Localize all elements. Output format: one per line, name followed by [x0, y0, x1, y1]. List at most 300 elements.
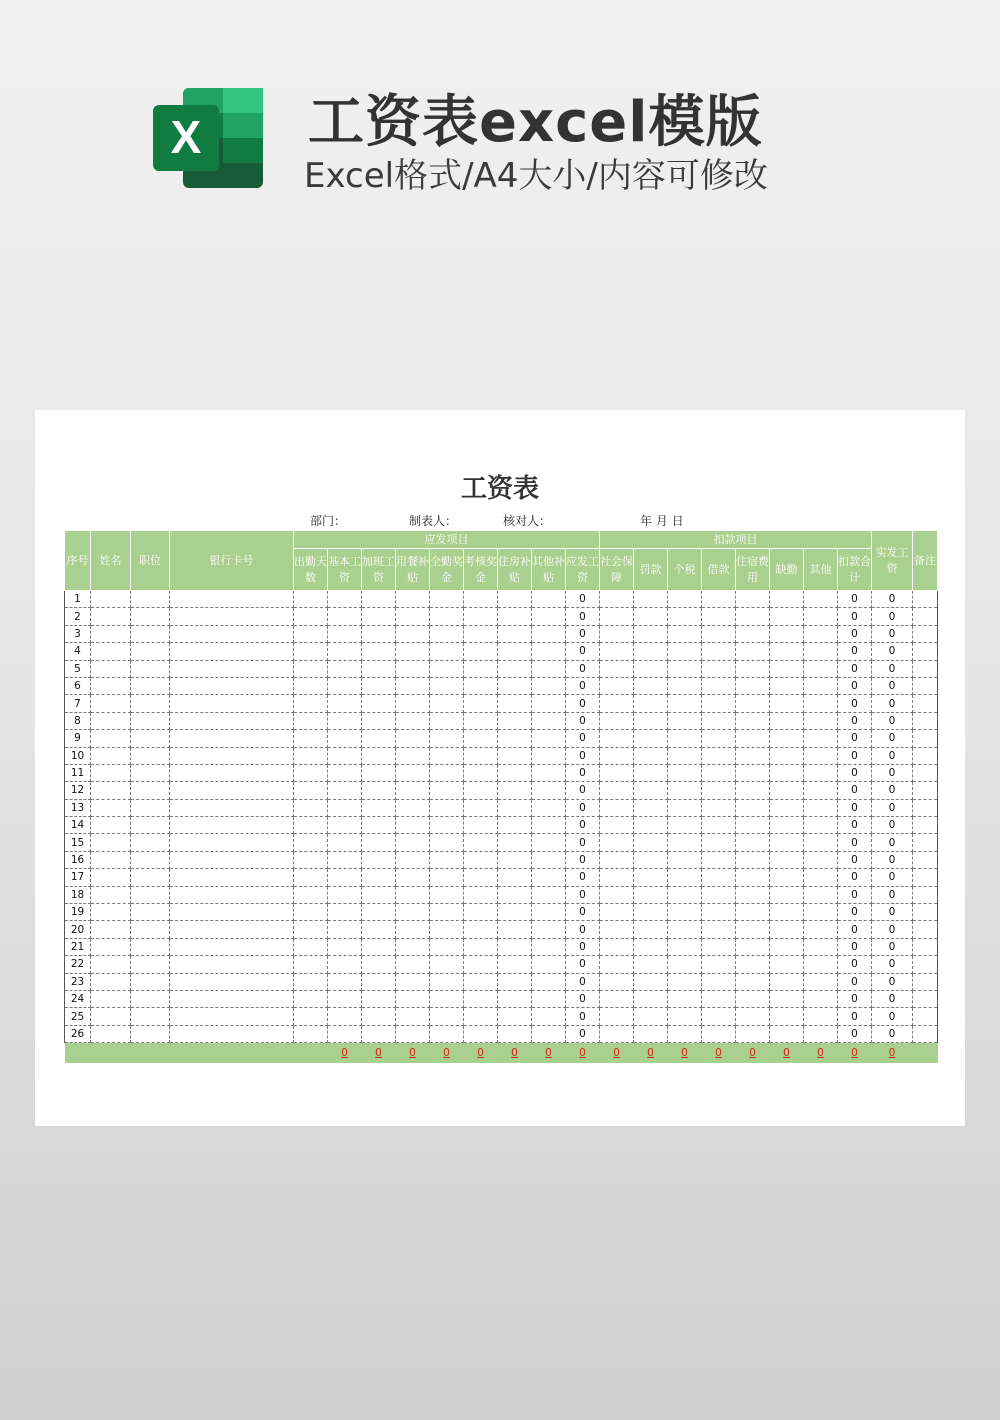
cell[interactable]	[328, 625, 362, 642]
cell[interactable]	[600, 712, 634, 729]
cell[interactable]	[634, 591, 668, 608]
cell[interactable]	[328, 695, 362, 712]
cell[interactable]	[131, 660, 170, 677]
cell[interactable]	[770, 817, 804, 834]
cell[interactable]	[770, 938, 804, 955]
gross-pay-cell[interactable]: 0	[566, 1025, 600, 1042]
cell[interactable]	[770, 904, 804, 921]
cell[interactable]	[170, 1025, 294, 1042]
cell[interactable]	[294, 851, 328, 868]
gross-pay-cell[interactable]: 0	[566, 677, 600, 694]
cell[interactable]	[634, 1025, 668, 1042]
cell[interactable]	[170, 834, 294, 851]
cell[interactable]	[396, 990, 430, 1007]
cell[interactable]	[498, 990, 532, 1007]
cell[interactable]	[600, 730, 634, 747]
cell[interactable]	[91, 730, 131, 747]
cell[interactable]	[600, 938, 634, 955]
cell[interactable]	[913, 782, 938, 799]
cell[interactable]	[634, 643, 668, 660]
cell[interactable]	[498, 1025, 532, 1042]
cell[interactable]	[464, 677, 498, 694]
cell[interactable]	[736, 886, 770, 903]
cell[interactable]	[668, 695, 702, 712]
cell[interactable]	[702, 764, 736, 781]
cell[interactable]	[294, 938, 328, 955]
cell[interactable]	[294, 712, 328, 729]
cell[interactable]	[913, 747, 938, 764]
cell[interactable]	[170, 886, 294, 903]
row-index[interactable]: 21	[65, 938, 91, 955]
cell[interactable]	[634, 695, 668, 712]
cell[interactable]	[131, 764, 170, 781]
cell[interactable]	[328, 973, 362, 990]
cell[interactable]	[131, 625, 170, 642]
deduction-total-cell[interactable]: 0	[838, 904, 872, 921]
cell[interactable]	[91, 938, 131, 955]
cell[interactable]	[430, 782, 464, 799]
cell[interactable]	[770, 730, 804, 747]
cell[interactable]	[362, 973, 396, 990]
cell[interactable]	[131, 608, 170, 625]
cell[interactable]	[91, 660, 131, 677]
cell[interactable]	[532, 591, 566, 608]
cell[interactable]	[600, 1008, 634, 1025]
cell[interactable]	[702, 834, 736, 851]
cell[interactable]	[532, 643, 566, 660]
gross-pay-cell[interactable]: 0	[566, 625, 600, 642]
cell[interactable]	[362, 643, 396, 660]
cell[interactable]	[913, 677, 938, 694]
cell[interactable]	[498, 817, 532, 834]
cell[interactable]	[430, 869, 464, 886]
cell[interactable]	[600, 834, 634, 851]
cell[interactable]	[328, 643, 362, 660]
net-pay-cell[interactable]: 0	[872, 695, 913, 712]
gross-pay-cell[interactable]: 0	[566, 608, 600, 625]
cell[interactable]	[804, 921, 838, 938]
cell[interactable]	[131, 921, 170, 938]
cell[interactable]	[913, 591, 938, 608]
cell[interactable]	[736, 834, 770, 851]
cell[interactable]	[294, 643, 328, 660]
cell[interactable]	[362, 764, 396, 781]
cell[interactable]	[498, 643, 532, 660]
cell[interactable]	[91, 886, 131, 903]
cell[interactable]	[294, 608, 328, 625]
cell[interactable]	[362, 990, 396, 1007]
gross-pay-cell[interactable]: 0	[566, 712, 600, 729]
cell[interactable]	[913, 660, 938, 677]
cell[interactable]	[498, 869, 532, 886]
cell[interactable]	[294, 921, 328, 938]
cell[interactable]	[634, 973, 668, 990]
cell[interactable]	[362, 712, 396, 729]
row-index[interactable]: 5	[65, 660, 91, 677]
cell[interactable]	[498, 712, 532, 729]
cell[interactable]	[362, 1025, 396, 1042]
cell[interactable]	[668, 1025, 702, 1042]
cell[interactable]	[464, 591, 498, 608]
gross-pay-cell[interactable]: 0	[566, 973, 600, 990]
cell[interactable]	[430, 817, 464, 834]
cell[interactable]	[804, 625, 838, 642]
cell[interactable]	[396, 799, 430, 816]
cell[interactable]	[362, 938, 396, 955]
cell[interactable]	[913, 1025, 938, 1042]
cell[interactable]	[91, 869, 131, 886]
cell[interactable]	[770, 990, 804, 1007]
cell[interactable]	[600, 886, 634, 903]
cell[interactable]	[362, 817, 396, 834]
row-index[interactable]: 23	[65, 973, 91, 990]
cell[interactable]	[634, 990, 668, 1007]
cell[interactable]	[170, 695, 294, 712]
cell[interactable]	[91, 712, 131, 729]
cell[interactable]	[702, 677, 736, 694]
row-index[interactable]: 7	[65, 695, 91, 712]
cell[interactable]	[498, 938, 532, 955]
deduction-total-cell[interactable]: 0	[838, 817, 872, 834]
deduction-total-cell[interactable]: 0	[838, 921, 872, 938]
cell[interactable]	[634, 904, 668, 921]
cell[interactable]	[294, 1008, 328, 1025]
cell[interactable]	[770, 625, 804, 642]
cell[interactable]	[736, 660, 770, 677]
cell[interactable]	[170, 730, 294, 747]
cell[interactable]	[362, 921, 396, 938]
cell[interactable]	[294, 990, 328, 1007]
cell[interactable]	[913, 799, 938, 816]
net-pay-cell[interactable]: 0	[872, 782, 913, 799]
cell[interactable]	[498, 886, 532, 903]
cell[interactable]	[328, 660, 362, 677]
cell[interactable]	[498, 834, 532, 851]
deduction-total-cell[interactable]: 0	[838, 608, 872, 625]
cell[interactable]	[668, 869, 702, 886]
cell[interactable]	[498, 677, 532, 694]
cell[interactable]	[396, 625, 430, 642]
cell[interactable]	[328, 956, 362, 973]
cell[interactable]	[702, 869, 736, 886]
cell[interactable]	[913, 938, 938, 955]
cell[interactable]	[396, 643, 430, 660]
cell[interactable]	[328, 817, 362, 834]
cell[interactable]	[170, 921, 294, 938]
cell[interactable]	[91, 851, 131, 868]
cell[interactable]	[532, 834, 566, 851]
row-index[interactable]: 14	[65, 817, 91, 834]
cell[interactable]	[396, 904, 430, 921]
row-index[interactable]: 19	[65, 904, 91, 921]
gross-pay-cell[interactable]: 0	[566, 643, 600, 660]
gross-pay-cell[interactable]: 0	[566, 764, 600, 781]
cell[interactable]	[328, 764, 362, 781]
gross-pay-cell[interactable]: 0	[566, 938, 600, 955]
cell[interactable]	[600, 990, 634, 1007]
gross-pay-cell[interactable]: 0	[566, 817, 600, 834]
cell[interactable]	[804, 591, 838, 608]
cell[interactable]	[91, 608, 131, 625]
cell[interactable]	[498, 747, 532, 764]
cell[interactable]	[396, 764, 430, 781]
cell[interactable]	[913, 625, 938, 642]
cell[interactable]	[913, 904, 938, 921]
cell[interactable]	[91, 643, 131, 660]
cell[interactable]	[736, 677, 770, 694]
cell[interactable]	[600, 869, 634, 886]
cell[interactable]	[736, 921, 770, 938]
cell[interactable]	[702, 625, 736, 642]
cell[interactable]	[634, 851, 668, 868]
cell[interactable]	[532, 799, 566, 816]
cell[interactable]	[634, 712, 668, 729]
cell[interactable]	[600, 1025, 634, 1042]
cell[interactable]	[804, 764, 838, 781]
cell[interactable]	[668, 730, 702, 747]
cell[interactable]	[170, 799, 294, 816]
cell[interactable]	[170, 782, 294, 799]
cell[interactable]	[362, 660, 396, 677]
deduction-total-cell[interactable]: 0	[838, 799, 872, 816]
cell[interactable]	[464, 990, 498, 1007]
cell[interactable]	[498, 904, 532, 921]
cell[interactable]	[294, 660, 328, 677]
cell[interactable]	[668, 956, 702, 973]
row-index[interactable]: 22	[65, 956, 91, 973]
cell[interactable]	[464, 660, 498, 677]
cell[interactable]	[634, 938, 668, 955]
deduction-total-cell[interactable]: 0	[838, 747, 872, 764]
cell[interactable]	[498, 921, 532, 938]
cell[interactable]	[131, 990, 170, 1007]
cell[interactable]	[464, 938, 498, 955]
cell[interactable]	[131, 973, 170, 990]
cell[interactable]	[532, 990, 566, 1007]
cell[interactable]	[600, 973, 634, 990]
cell[interactable]	[702, 851, 736, 868]
cell[interactable]	[702, 782, 736, 799]
cell[interactable]	[498, 1008, 532, 1025]
net-pay-cell[interactable]: 0	[872, 956, 913, 973]
cell[interactable]	[131, 695, 170, 712]
cell[interactable]	[702, 643, 736, 660]
row-index[interactable]: 10	[65, 747, 91, 764]
deduction-total-cell[interactable]: 0	[838, 869, 872, 886]
cell[interactable]	[294, 764, 328, 781]
cell[interactable]	[532, 677, 566, 694]
cell[interactable]	[913, 834, 938, 851]
cell[interactable]	[498, 799, 532, 816]
cell[interactable]	[913, 973, 938, 990]
cell[interactable]	[736, 990, 770, 1007]
cell[interactable]	[396, 834, 430, 851]
gross-pay-cell[interactable]: 0	[566, 921, 600, 938]
cell[interactable]	[131, 956, 170, 973]
cell[interactable]	[294, 730, 328, 747]
cell[interactable]	[770, 747, 804, 764]
cell[interactable]	[600, 747, 634, 764]
cell[interactable]	[532, 921, 566, 938]
cell[interactable]	[634, 782, 668, 799]
cell[interactable]	[702, 730, 736, 747]
cell[interactable]	[804, 747, 838, 764]
cell[interactable]	[736, 973, 770, 990]
cell[interactable]	[362, 747, 396, 764]
cell[interactable]	[736, 625, 770, 642]
deduction-total-cell[interactable]: 0	[838, 956, 872, 973]
cell[interactable]	[913, 956, 938, 973]
cell[interactable]	[913, 817, 938, 834]
gross-pay-cell[interactable]: 0	[566, 660, 600, 677]
cell[interactable]	[328, 1025, 362, 1042]
cell[interactable]	[328, 747, 362, 764]
row-index[interactable]: 4	[65, 643, 91, 660]
net-pay-cell[interactable]: 0	[872, 747, 913, 764]
cell[interactable]	[170, 712, 294, 729]
cell[interactable]	[532, 730, 566, 747]
cell[interactable]	[532, 938, 566, 955]
cell[interactable]	[294, 695, 328, 712]
gross-pay-cell[interactable]: 0	[566, 782, 600, 799]
cell[interactable]	[131, 591, 170, 608]
row-index[interactable]: 3	[65, 625, 91, 642]
cell[interactable]	[736, 956, 770, 973]
cell[interactable]	[532, 851, 566, 868]
cell[interactable]	[91, 591, 131, 608]
cell[interactable]	[804, 660, 838, 677]
cell[interactable]	[600, 591, 634, 608]
cell[interactable]	[131, 1008, 170, 1025]
cell[interactable]	[532, 764, 566, 781]
cell[interactable]	[634, 886, 668, 903]
cell[interactable]	[736, 608, 770, 625]
cell[interactable]	[634, 747, 668, 764]
cell[interactable]	[294, 747, 328, 764]
cell[interactable]	[294, 956, 328, 973]
cell[interactable]	[170, 956, 294, 973]
row-index[interactable]: 26	[65, 1025, 91, 1042]
cell[interactable]	[294, 591, 328, 608]
cell[interactable]	[668, 990, 702, 1007]
cell[interactable]	[532, 869, 566, 886]
cell[interactable]	[396, 938, 430, 955]
cell[interactable]	[600, 625, 634, 642]
cell[interactable]	[804, 851, 838, 868]
cell[interactable]	[362, 625, 396, 642]
cell[interactable]	[634, 956, 668, 973]
cell[interactable]	[131, 904, 170, 921]
cell[interactable]	[498, 730, 532, 747]
cell[interactable]	[668, 782, 702, 799]
cell[interactable]	[170, 608, 294, 625]
cell[interactable]	[91, 956, 131, 973]
cell[interactable]	[131, 817, 170, 834]
gross-pay-cell[interactable]: 0	[566, 851, 600, 868]
cell[interactable]	[770, 712, 804, 729]
cell[interactable]	[532, 625, 566, 642]
cell[interactable]	[362, 1008, 396, 1025]
cell[interactable]	[736, 712, 770, 729]
cell[interactable]	[464, 834, 498, 851]
net-pay-cell[interactable]: 0	[872, 869, 913, 886]
cell[interactable]	[600, 695, 634, 712]
cell[interactable]	[328, 730, 362, 747]
gross-pay-cell[interactable]: 0	[566, 886, 600, 903]
cell[interactable]	[736, 1025, 770, 1042]
cell[interactable]	[913, 695, 938, 712]
row-index[interactable]: 24	[65, 990, 91, 1007]
cell[interactable]	[913, 851, 938, 868]
cell[interactable]	[294, 799, 328, 816]
cell[interactable]	[362, 869, 396, 886]
cell[interactable]	[770, 869, 804, 886]
cell[interactable]	[91, 904, 131, 921]
cell[interactable]	[804, 695, 838, 712]
gross-pay-cell[interactable]: 0	[566, 747, 600, 764]
cell[interactable]	[532, 886, 566, 903]
cell[interactable]	[131, 782, 170, 799]
net-pay-cell[interactable]: 0	[872, 730, 913, 747]
cell[interactable]	[328, 921, 362, 938]
row-index[interactable]: 11	[65, 764, 91, 781]
cell[interactable]	[464, 921, 498, 938]
cell[interactable]	[91, 625, 131, 642]
cell[interactable]	[532, 817, 566, 834]
cell[interactable]	[430, 608, 464, 625]
net-pay-cell[interactable]: 0	[872, 591, 913, 608]
cell[interactable]	[668, 1008, 702, 1025]
cell[interactable]	[464, 712, 498, 729]
cell[interactable]	[131, 747, 170, 764]
cell[interactable]	[328, 712, 362, 729]
cell[interactable]	[913, 643, 938, 660]
cell[interactable]	[396, 730, 430, 747]
cell[interactable]	[600, 851, 634, 868]
cell[interactable]	[532, 973, 566, 990]
cell[interactable]	[770, 591, 804, 608]
deduction-total-cell[interactable]: 0	[838, 1008, 872, 1025]
net-pay-cell[interactable]: 0	[872, 938, 913, 955]
cell[interactable]	[770, 643, 804, 660]
cell[interactable]	[430, 677, 464, 694]
cell[interactable]	[464, 851, 498, 868]
cell[interactable]	[464, 956, 498, 973]
row-index[interactable]: 6	[65, 677, 91, 694]
cell[interactable]	[131, 938, 170, 955]
cell[interactable]	[702, 990, 736, 1007]
cell[interactable]	[668, 938, 702, 955]
cell[interactable]	[131, 712, 170, 729]
cell[interactable]	[770, 851, 804, 868]
cell[interactable]	[131, 869, 170, 886]
cell[interactable]	[736, 817, 770, 834]
cell[interactable]	[702, 1025, 736, 1042]
cell[interactable]	[464, 1025, 498, 1042]
cell[interactable]	[600, 764, 634, 781]
cell[interactable]	[170, 591, 294, 608]
cell[interactable]	[804, 1025, 838, 1042]
net-pay-cell[interactable]: 0	[872, 886, 913, 903]
cell[interactable]	[913, 886, 938, 903]
cell[interactable]	[668, 799, 702, 816]
cell[interactable]	[532, 747, 566, 764]
cell[interactable]	[532, 695, 566, 712]
cell[interactable]	[532, 608, 566, 625]
cell[interactable]	[804, 799, 838, 816]
cell[interactable]	[430, 886, 464, 903]
cell[interactable]	[498, 851, 532, 868]
